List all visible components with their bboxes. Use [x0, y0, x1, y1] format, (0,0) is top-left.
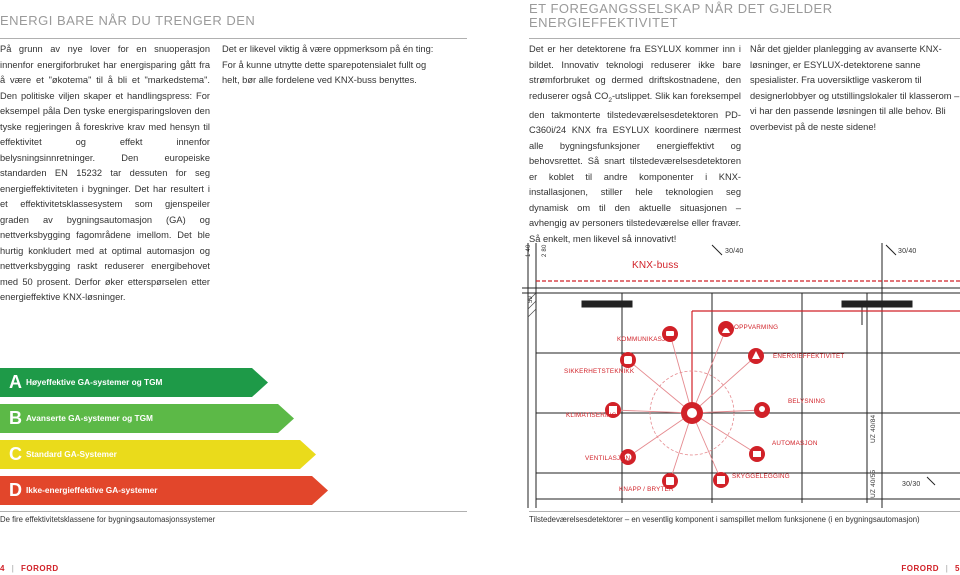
col3-text-part1: Det er her detektorene fra ESYLUX kommer inn i bildet. Innovativ teknologi reduserer ikke bare strømforbruket og dermed driftskostnadene, den reduserer også CO — [529, 44, 741, 101]
class-label-c: Standard GA-Systemer — [26, 449, 117, 459]
right-page-number: 5 — [955, 564, 960, 573]
left-footer-brand: FORORD — [21, 564, 59, 573]
right-footer — [901, 564, 960, 573]
col3-paragraph — [529, 42, 741, 247]
fourth-column-text — [750, 42, 960, 135]
left-page-heading: ENERGI BARE NÅR DU TRENGER DEN — [0, 13, 256, 28]
class-letter-a: A — [9, 372, 22, 392]
label-skyggelegging: SKYGGELEGGING — [732, 473, 790, 480]
footer-separator-right: | — [945, 564, 949, 573]
dim-mark-2: 30/40 — [898, 248, 917, 255]
label-oppvarming: OPPVARMING — [734, 324, 779, 331]
left-page-number: 4 — [0, 564, 5, 573]
class-letter-c: C — [9, 444, 22, 464]
dim-mark-4: 2 80 — [542, 244, 548, 257]
efficiency-class-d — [0, 476, 312, 505]
left-column-text — [0, 42, 210, 306]
dim-mark-5: 59 — [528, 295, 534, 303]
label-energieffektivitet: ENERGIEFFEKTIVITET — [773, 353, 845, 360]
col3-text-part2: -utslippet. Slik kan foreksempel den takmonterte tilstedeværelsesdetektoren PD-C360i/24 KNX fra ESYLUX koordinere nærmest alle bygningsfunksjoner energieffektivt og behovsrettet. Så snart tilstedeværelsesdetektoren er koblet til andre komponenter i KNX-installasjonen, stiller hele teknologien seg dynamisk om til den aktuelle situasjonen – avhengig av personers tilstedeværelse eller fravær. Så enkelt, men likevel så innovativt! — [529, 90, 742, 244]
label-klimatisering: KLIMATISERING — [566, 412, 617, 419]
second-column-text — [222, 42, 434, 89]
dim-mark-1: 30/40 — [725, 248, 744, 255]
third-column-text — [529, 42, 741, 247]
dim-mark-8: 30/30 — [902, 481, 921, 488]
floor-plan-drawing — [522, 243, 960, 508]
co2-subscript: 2 — [608, 96, 612, 104]
right-page-heading-line2: ENERGIEFFEKTIVITET — [529, 15, 679, 30]
label-automasjon: AUTOMASJON — [772, 440, 818, 447]
knx-diagram — [522, 243, 960, 508]
class-letter-b: B — [9, 408, 22, 428]
efficiency-class-c — [0, 440, 300, 469]
right-footer-brand: FORORD — [901, 564, 939, 573]
col4-paragraph: Når det gjelder planlegging av avanserte KNX-løsninger, er ESYLUX-detektorene sanne spesialister. Fra uoversiktlige vaskerom til designerlobbyer og utstillingslokaler til klasserom – vi har den passende løsningen til alle behov. Bli overbevist på de neste sidene! — [750, 44, 960, 132]
dim-mark-6: UZ 40/84 — [870, 414, 877, 443]
label-belysning: BELYSNING — [788, 398, 826, 405]
footer-separator-left: | — [11, 564, 15, 573]
label-sikkerhetsteknikk: SIKKERHETSTEKNIKK — [564, 368, 635, 375]
label-knapp-bryter: KNAPP / BRYTER — [619, 486, 674, 493]
efficiency-class-b — [0, 404, 278, 433]
label-ventilasjon: VENTILASJON — [585, 455, 631, 462]
left-caption-rule — [0, 511, 467, 512]
label-kommunikasjon: KOMMUNIKASJON — [617, 336, 676, 343]
dim-mark-3: 1 40 — [526, 244, 532, 257]
bus-label: KNX-buss — [632, 260, 679, 271]
right-page-heading-line1: ET FOREGANGSSELSKAP NÅR DET GJELDER — [529, 1, 833, 16]
left-heading-rule — [0, 38, 467, 39]
left-figure-caption: De fire effektivitetsklassene for bygningsautomasjonssystemer — [0, 515, 216, 524]
class-label-a: Høyeffektive GA-systemer og TGM — [26, 377, 163, 387]
efficiency-class-a — [0, 368, 252, 397]
class-letter-d: D — [9, 480, 22, 500]
class-label-d: Ikke-energieffektive GA-systemer — [26, 485, 158, 495]
right-heading-rule — [529, 38, 960, 39]
col2-paragraph: Det er likevel viktig å være oppmerksom på én ting: For å kunne utnytte dette sparepotensialet fullt og helt, bør alle fordelene ved KNX-buss benyttes. — [222, 44, 434, 85]
right-caption-rule — [529, 511, 960, 512]
left-footer — [0, 564, 59, 573]
dim-mark-7: UZ 40/55 — [870, 469, 877, 498]
class-label-b: Avanserte GA-systemer og TGM — [26, 413, 153, 423]
col1-paragraph: På grunn av nye lover for en snuoperasjon innenfor energiforbruket har energisparing gått fra å være et "økotema" til å bli et "markedstema". Den politiske viljen skaper et handlingspress: For eksempel påla Den tyske energisparingsloven den tyske regjeringen å foreskrive krav med hensyn til effektivitet og effekt innenfor belysningsinnretninger. Den europeiske standarden EN 15232 tar dessuten for seg energieffektiviteten i bygninger. Det har resultert i et effektivitetsklassesystem som gjenspeiler graden av bygningsautomasjon (GA) og nettverksbygging fagområdene imellom. Det ble hurtig konkludert med at optimal automasjon og nettverksbygging raskt reduserer energibehovet med 50 prosent. Derfor øker etterspørselen etter energieffektive KNX-løsninger. — [0, 44, 210, 302]
right-figure-caption: Tilstedeværelsesdetektorer – en vesentlig komponent i samspillet mellom funksjonene (i en bygningsautomasjon) — [529, 515, 920, 524]
